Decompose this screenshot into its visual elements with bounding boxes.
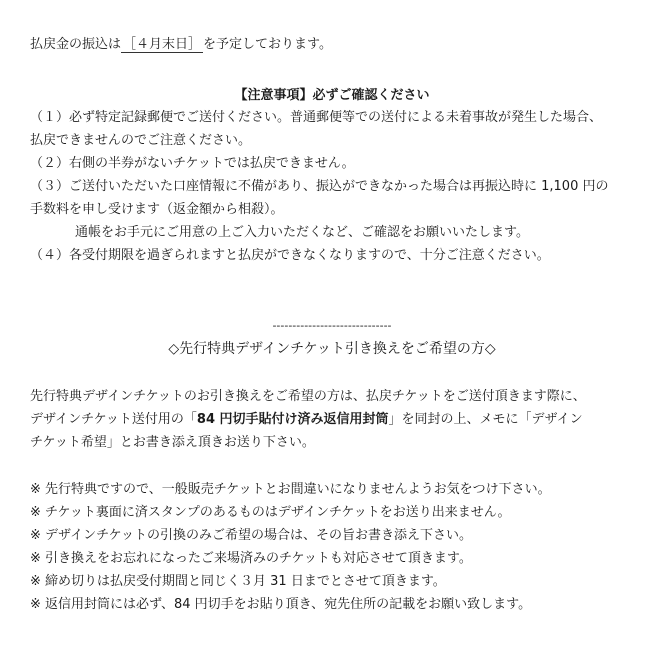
caution-heading: 【注意事項】必ずご確認ください bbox=[234, 88, 430, 103]
caution-item: 払戻できませんのでご注意ください。 bbox=[30, 133, 252, 148]
caution-item: （４）各受付期限を過ぎられますと払戻ができなくなりますので、十分ご注意ください。 bbox=[30, 248, 550, 263]
intro-text: 」を同封の上、メモに「デザイン bbox=[388, 412, 583, 427]
refund-notice-prefix: 払戻金の振込は bbox=[30, 37, 122, 52]
design-ticket-intro: チケット希望」とお書き添え頂きお送り下さい。 bbox=[30, 435, 315, 450]
note-item: ※ 先行特典ですので、一般販売チケットとお間違いになりませんようお気をつけ下さい。 bbox=[30, 482, 551, 497]
note-item: ※ 引き換えをお忘れになったご来場済みのチケットも対応させて頂きます。 bbox=[30, 551, 472, 566]
intro-text: デザインチケット送付用の「 bbox=[30, 412, 197, 427]
note-item: ※ チケット裏面に済スタンプのあるものはデザインチケットをお送り出来ません。 bbox=[30, 505, 511, 520]
caution-item: （１）必ず特定記録郵便でご送付ください。普通郵便等での送付による未着事故が発生した場合、 bbox=[30, 110, 603, 125]
refund-notice-suffix: を予定しております。 bbox=[203, 37, 332, 52]
design-ticket-intro bbox=[30, 410, 583, 430]
refund-notice bbox=[30, 35, 332, 55]
caution-item: （３）ご送付いただいた口座情報に不備があり、振込ができなかった場合は再振込時に 1,100 円の bbox=[30, 179, 609, 194]
caution-item: （２）右側の半券がないチケットでは払戻できません。 bbox=[30, 156, 355, 171]
caution-item: 通帳をお手元にご用意の上ご入力いただくなど、ご確認をお願いいたします。 bbox=[75, 225, 529, 240]
envelope-requirement: 84 円切手貼付け済み返信用封筒 bbox=[196, 412, 389, 427]
design-ticket-heading: ◇先行特典デザインチケット引き換えをご希望の方◇ bbox=[168, 341, 496, 357]
note-item: ※ 締め切りは払戻受付期間と同じく３月 31 日までとさせて頂きます。 bbox=[30, 574, 446, 589]
note-item: ※ 返信用封筒には必ず、84 円切手をお貼り頂き、宛先住所の記載をお願い致します。 bbox=[30, 597, 532, 612]
design-ticket-intro: 先行特典デザインチケットのお引き換えをご希望の方は、払戻チケットをご送付頂きます際に、 bbox=[30, 389, 586, 404]
section-divider: ------------------------------ bbox=[272, 319, 392, 332]
note-item: ※ デザインチケットの引換のみご希望の場合は、その旨お書き添え下さい。 bbox=[30, 528, 472, 543]
caution-item: 手数料を申し受けます（返金額から相殺）。 bbox=[30, 202, 284, 217]
refund-date: ［４月末日］ bbox=[123, 37, 202, 52]
